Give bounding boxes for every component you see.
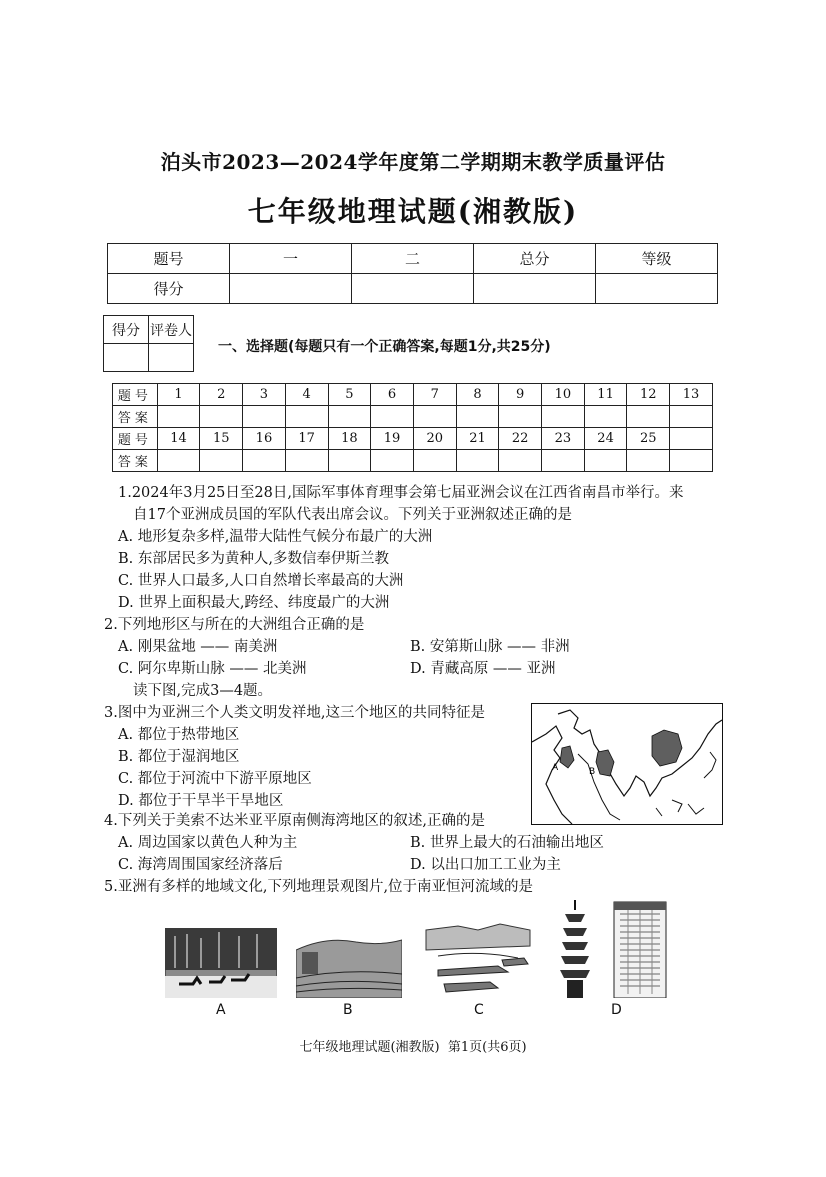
region-a-mesopotamia: [560, 746, 574, 768]
grader-label-score: 得分: [104, 316, 149, 344]
answer-cell[interactable]: [243, 406, 286, 428]
answer-cell[interactable]: [499, 450, 542, 472]
q1-stem-line2: 自17个亚洲成员国的军队代表出席会议。下列关于亚洲叙述正确的是: [133, 507, 572, 523]
exam-title-line2: 七年级地理试题(湘教版): [247, 195, 579, 228]
grader-input-score[interactable]: [104, 344, 149, 372]
coastline-west: [532, 726, 572, 824]
score-table-score-row: [108, 274, 718, 304]
q4-stem: 4.下列关于美索不达米亚平原南侧海湾地区的叙述,正确的是: [104, 813, 485, 829]
answer-grid-number: 7: [413, 384, 456, 406]
answer-grid-numbers-row: [113, 384, 713, 406]
q3-option-d: D. 都位于干旱半干旱地区: [118, 793, 284, 809]
answer-cell[interactable]: [542, 450, 585, 472]
answer-cell[interactable]: [456, 450, 499, 472]
answer-grid-number: 19: [371, 428, 414, 450]
answer-cell[interactable]: [499, 406, 542, 428]
answer-cell[interactable]: [371, 406, 414, 428]
q2-stem: 2.下列地形区与所在的大洲组合正确的是: [104, 617, 365, 633]
answer-cell[interactable]: [200, 406, 243, 428]
q1-option-a: A. 地形复杂多样,温带大陆性气候分布最广的大洲: [118, 529, 433, 545]
q4-option-d: D. 以出口加工工业为主: [410, 857, 561, 873]
answer-cell[interactable]: [243, 450, 286, 472]
islands: [656, 800, 704, 816]
answer-grid-number: 9: [499, 384, 542, 406]
coastline-main: [558, 710, 722, 796]
answer-grid-number: 4: [285, 384, 328, 406]
score-input-cell[interactable]: [474, 274, 596, 304]
score-cell: 二: [352, 244, 474, 274]
answer-grid-label: 题号: [113, 384, 158, 406]
answer-cell[interactable]: [413, 450, 456, 472]
q4-option-a: A. 周边国家以黄色人种为主: [118, 835, 298, 851]
answer-grid-number: 3: [243, 384, 286, 406]
answer-cell[interactable]: [670, 406, 713, 428]
answer-grid-number: 12: [627, 384, 670, 406]
answer-cell[interactable]: [371, 450, 414, 472]
answer-grid-number: 6: [371, 384, 414, 406]
picture-label-b: B: [343, 1002, 353, 1018]
picture-label-a: A: [216, 1002, 226, 1018]
answer-cell[interactable]: [328, 450, 371, 472]
answer-grid-number: 10: [542, 384, 585, 406]
answer-grid-number: 14: [157, 428, 200, 450]
score-cell: 题号: [108, 244, 230, 274]
answer-grid-answers-row: [113, 406, 713, 428]
score-input-cell[interactable]: [596, 274, 718, 304]
answer-grid-number: 25: [627, 428, 670, 450]
answer-grid-number: [670, 428, 713, 450]
answer-grid-number: 15: [200, 428, 243, 450]
answer-grid-number: 18: [328, 428, 371, 450]
grader-input-reviewer[interactable]: [149, 344, 194, 372]
answer-cell[interactable]: [413, 406, 456, 428]
answer-grid-number: 13: [670, 384, 713, 406]
asia-civilization-map: [531, 703, 723, 825]
grader-box: [103, 315, 194, 372]
q2-option-c: C. 阿尔卑斯山脉 —— 北美洲: [118, 661, 307, 677]
q3-stem: 3.图中为亚洲三个人类文明发祥地,这三个地区的共同特征是: [104, 705, 485, 721]
q1-stem-line1: 1.2024年3月25日至28日,国际军事体育理事会第七届亚洲会议在江西省南昌市举行。来: [118, 485, 684, 501]
answer-grid-label: 题号: [113, 428, 158, 450]
score-table: [107, 243, 718, 304]
read-note: 读下图,完成3—4题。: [133, 683, 273, 699]
answer-cell: [670, 450, 713, 472]
answer-cell[interactable]: [157, 450, 200, 472]
answer-cell[interactable]: [584, 406, 627, 428]
answer-grid: [112, 383, 713, 472]
q1-option-b: B. 东部居民多为黄种人,多数信奉伊斯兰教: [118, 551, 389, 567]
answer-cell[interactable]: [627, 450, 670, 472]
answer-grid-number: 11: [584, 384, 627, 406]
coastline-japan: [704, 752, 716, 778]
q2-option-b: B. 安第斯山脉 —— 非洲: [410, 639, 570, 655]
q4-option-b: B. 世界上最大的石油输出地区: [410, 835, 604, 851]
picture-b-terraces: [296, 928, 402, 998]
picture-c-river-boats: [418, 920, 538, 998]
score-cell: 总分: [474, 244, 596, 274]
score-input-cell[interactable]: [230, 274, 352, 304]
q1-option-d: D. 世界上面积最大,跨经、纬度最广的大洲: [118, 595, 390, 611]
region-b-ganges: [596, 750, 614, 776]
q2-option-d: D. 青藏高原 —— 亚洲: [410, 661, 556, 677]
page-footer: 七年级地理试题(湘教版) 第1页(共6页): [299, 1040, 527, 1055]
answer-cell[interactable]: [157, 406, 200, 428]
answer-grid-number: 21: [456, 428, 499, 450]
score-cell: 一: [230, 244, 352, 274]
score-table-header-row: [108, 244, 718, 274]
map-drawing: [532, 704, 722, 824]
score-input-cell[interactable]: [352, 274, 474, 304]
answer-cell[interactable]: [200, 450, 243, 472]
answer-grid-number: 1: [157, 384, 200, 406]
answer-cell[interactable]: [627, 406, 670, 428]
q1-option-c: C. 世界人口最多,人口自然增长率最高的大洲: [118, 573, 404, 589]
answer-grid-answers-row: [113, 450, 713, 472]
grader-label-reviewer: 评卷人: [149, 316, 194, 344]
picture-label-d: D: [611, 1002, 622, 1018]
answer-grid-number: 17: [285, 428, 328, 450]
q3-option-a: A. 都位于热带地区: [118, 727, 240, 743]
map-label-b: B: [589, 767, 596, 777]
q2-option-a: A. 刚果盆地 —— 南美洲: [118, 639, 278, 655]
q5-stem: 5.亚洲有多样的地域文化,下列地理景观图片,位于南亚恒河流域的是: [104, 879, 534, 895]
answer-grid-number: 16: [243, 428, 286, 450]
answer-grid-number: 8: [456, 384, 499, 406]
answer-grid-number: 2: [200, 384, 243, 406]
answer-grid-label: 答案: [113, 450, 158, 472]
answer-grid-numbers-row: [113, 428, 713, 450]
answer-cell[interactable]: [456, 406, 499, 428]
picture-label-c: C: [474, 1002, 484, 1018]
answer-cell[interactable]: [285, 450, 328, 472]
picture-d-skyscraper: [608, 898, 672, 998]
answer-cell[interactable]: [285, 406, 328, 428]
answer-grid-number: 24: [584, 428, 627, 450]
answer-cell[interactable]: [542, 406, 585, 428]
q4-option-c: C. 海湾周围国家经济落后: [118, 857, 283, 873]
picture-a-reindeer-sled: [165, 928, 277, 998]
answer-grid-number: 23: [542, 428, 585, 450]
answer-cell[interactable]: [584, 450, 627, 472]
picture-d-pagoda: [557, 900, 593, 998]
answer-grid-number: 5: [328, 384, 371, 406]
q3-option-b: B. 都位于湿润地区: [118, 749, 240, 765]
answer-cell[interactable]: [328, 406, 371, 428]
q3-option-c: C. 都位于河流中下游平原地区: [118, 771, 312, 787]
score-cell: 等级: [596, 244, 718, 274]
region-yellow-river: [652, 730, 682, 766]
answer-grid-number: 20: [413, 428, 456, 450]
section1-heading: 一、选择题(每题只有一个正确答案,每题1分,共25分): [218, 339, 551, 355]
answer-grid-label: 答案: [113, 406, 158, 428]
map-label-a: A: [552, 763, 559, 773]
exam-title-line1: 泊头市2023—2024学年度第二学期期末教学质量评估: [160, 150, 666, 174]
answer-grid-number: 22: [499, 428, 542, 450]
score-cell: 得分: [108, 274, 230, 304]
